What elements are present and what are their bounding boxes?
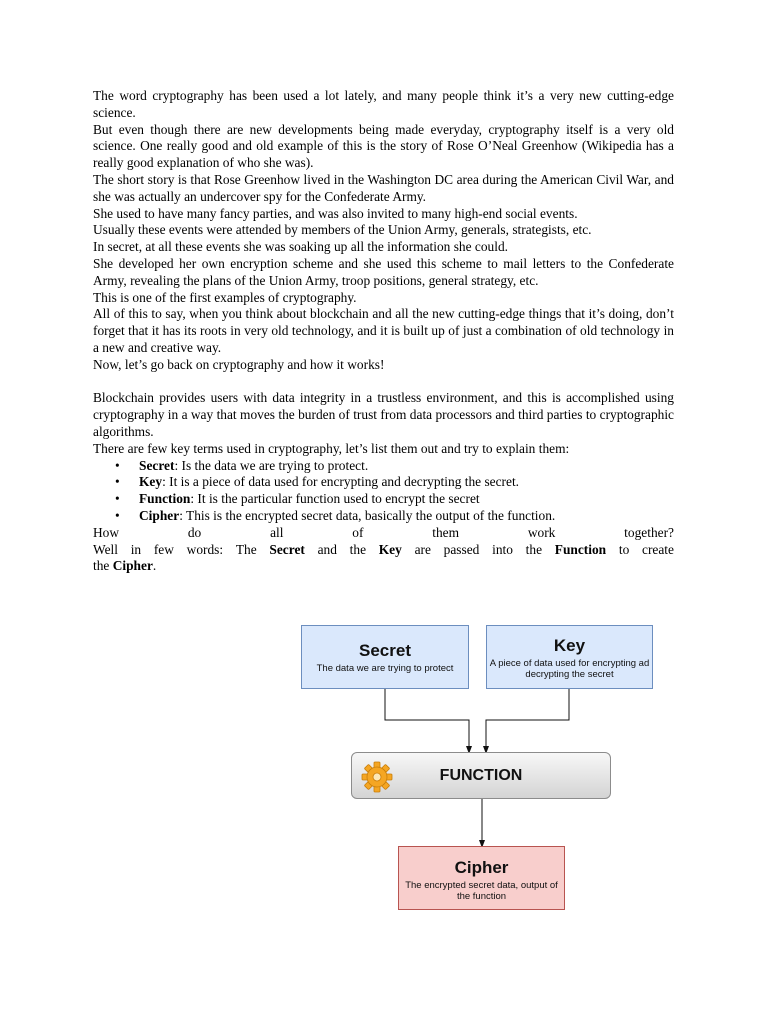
secret-box: [301, 625, 469, 689]
term-definition: : It is the particular function used to encrypt the secret: [190, 491, 480, 507]
paragraph: Usually these events were attended by members of the Union Army, generals, strategists, etc.: [93, 222, 592, 238]
summary-line-2: [93, 558, 674, 575]
list-item-key: [93, 474, 674, 491]
paragraph: The word cryptography has been used a lot lately, and many people think it’s a very new cutting-edge science.: [93, 88, 674, 120]
term-label: Key: [139, 474, 163, 490]
paragraph: In secret, at all these events she was soaking up all the information she could.: [93, 239, 508, 255]
list-item-secret: [93, 458, 674, 475]
term-definition: : This is the encrypted secret data, basically the output of the function.: [179, 507, 556, 523]
word: them: [432, 524, 460, 540]
term-label: Function: [139, 491, 191, 507]
list-item-function: [93, 491, 674, 508]
bold-function: Function: [554, 541, 607, 557]
bold-key: Key: [378, 541, 402, 557]
word: do: [187, 524, 202, 540]
paragraph: She developed her own encryption scheme and she used this scheme to mail letters to the Confederate Army, revealing the plans of the Union Army, troop positions, general strategy, etc.: [93, 255, 674, 288]
word: work: [527, 524, 556, 540]
word: words:: [186, 541, 224, 557]
word: create: [642, 541, 674, 557]
gear-icon: [360, 760, 394, 794]
summary-line: [93, 542, 674, 559]
term-label: Secret: [139, 457, 175, 473]
word: into: [492, 541, 513, 557]
secret-description: The data we are trying to protect: [316, 663, 454, 674]
paragraph: She used to have many fancy parties, and was also invited to many high-end social events.: [93, 205, 578, 221]
paragraph: This is one of the first examples of cryptography.: [93, 289, 357, 305]
word: the: [93, 558, 113, 574]
word: of: [352, 524, 364, 540]
cipher-description: The encrypted secret data, output of the function: [405, 880, 558, 902]
word: passed: [443, 541, 480, 557]
word: are: [414, 541, 431, 557]
word: in: [130, 541, 142, 557]
connector-key-to-function: [486, 689, 569, 750]
how-line: [93, 525, 674, 542]
paragraph: All of this to say, when you think about blockchain and all the new cutting-edge things that it’s doing, don’t forget that it has its roots in very old technology, and it is built up of just a combination of old technology in a new and creative way.: [93, 306, 674, 355]
document-body: [93, 88, 674, 575]
cipher-title: Cipher: [454, 858, 509, 877]
punctuation: .: [152, 558, 157, 574]
bold-secret: Secret: [269, 541, 305, 557]
paragraph: Blockchain provides users with data integrity in a trustless environment, and this is accomplished using cryptography in a way that moves the burden of trust from data processors and third parties to cryptographic algorithms.: [93, 390, 674, 439]
word: How: [93, 524, 120, 540]
word: together?: [624, 524, 674, 540]
term-label: Cipher: [139, 507, 180, 523]
function-title: FUNCTION: [439, 767, 523, 784]
bold-cipher: Cipher: [112, 558, 153, 574]
word: few: [153, 541, 174, 557]
cipher-box: [398, 846, 565, 910]
word: The: [235, 541, 257, 557]
paragraph: The short story is that Rose Greenhow lived in the Washington DC area during the American Civil War, and she was actually an undercover spy for the Confederate Army.: [93, 171, 674, 204]
term-definition: : Is the data we are trying to protect.: [174, 457, 369, 473]
connector-secret-to-function: [385, 689, 469, 750]
word: and: [317, 541, 337, 557]
word: the: [525, 541, 543, 557]
secret-title: Secret: [359, 641, 411, 660]
word: Well: [93, 541, 118, 557]
word: to: [618, 541, 630, 557]
blank-line: [93, 374, 674, 391]
key-title: Key: [553, 636, 586, 655]
key-box: [486, 625, 653, 689]
paragraph: There are few key terms used in cryptography, let’s list them out and try to explain them:: [93, 440, 570, 456]
term-definition: : It is a piece of data used for encrypting and decrypting the secret.: [162, 474, 520, 490]
key-description: A piece of data used for encrypting ad decrypting the secret: [489, 658, 650, 680]
word: the: [349, 541, 367, 557]
key-terms-list: [93, 458, 674, 525]
function-box: [351, 752, 611, 799]
paragraph: Now, let’s go back on cryptography and how it works!: [93, 356, 385, 372]
paragraph: But even though there are new developments being made everyday, cryptography itself is a very old science. One really good and old example of this is the story of Rose O’Neal Greenhow (Wikipedia has a really good explanation of who she was).: [93, 121, 674, 171]
list-item-cipher: [93, 508, 674, 525]
word: all: [270, 524, 284, 540]
